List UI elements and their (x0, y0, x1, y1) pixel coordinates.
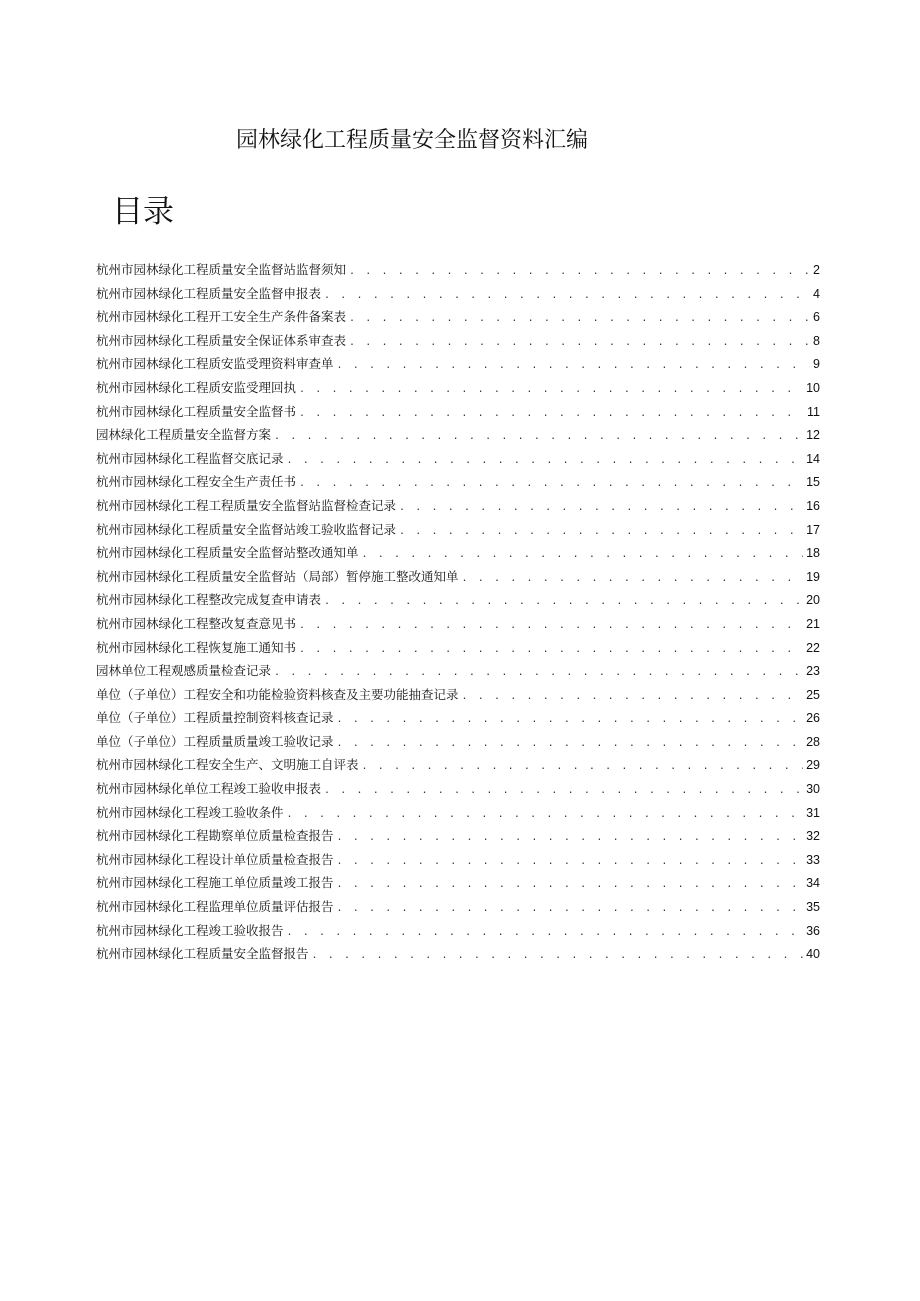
dot-leader (299, 638, 803, 660)
toc-entry-title: 杭州市园林绿化工程质量安全监督申报表 (96, 285, 322, 301)
toc-entry[interactable] (96, 801, 820, 825)
toc-entry-title: 杭州市园林绿化工程恢复施工通知书 (96, 639, 297, 655)
toc-entry[interactable] (96, 400, 820, 424)
dot-leader (287, 449, 804, 471)
dot-leader (337, 708, 804, 730)
toc-page-number: 20 (806, 593, 820, 608)
dot-leader (299, 614, 803, 636)
toc-entry[interactable] (96, 305, 820, 329)
toc-entry-title: 杭州市园林绿化工程开工安全生产条件备案表 (96, 309, 347, 325)
toc-entry-title: 杭州市园林绿化工程竣工验收条件 (96, 804, 284, 820)
toc-entry-title: 园林单位工程观感质量检查记录 (96, 663, 272, 679)
dot-leader (349, 307, 810, 329)
toc-entry-title: 杭州市园林绿化工程质量安全监督书 (96, 403, 297, 419)
toc-entry[interactable] (96, 518, 820, 542)
toc-page-number: 28 (806, 734, 820, 749)
toc-entry-title: 杭州市园林绿化工程监督交底记录 (96, 450, 284, 466)
toc-page-number: 15 (806, 475, 820, 490)
toc-page-number: 35 (806, 900, 820, 915)
toc-entry[interactable] (96, 706, 820, 730)
toc-entry[interactable] (96, 352, 820, 376)
toc-entry[interactable] (96, 423, 820, 447)
toc-entry-title: 杭州市园林绿化工程质量安全保证体系审查表 (96, 332, 347, 348)
toc-entry-title: 杭州市园林绿化工程监理单位质量评估报告 (96, 899, 334, 915)
toc-entry-title: 单位（子单位）工程安全和功能检验资料核查及主要功能抽查记录 (96, 686, 459, 702)
toc-entry-title: 单位（子单位）工程质量质量竣工验收记录 (96, 733, 334, 749)
dot-leader (337, 873, 804, 895)
toc-entry-title: 杭州市园林绿化工程质量安全监督站竣工验收监督记录 (96, 521, 397, 537)
dot-leader (337, 732, 804, 754)
toc-entry[interactable] (96, 282, 820, 306)
dot-leader (324, 590, 803, 612)
toc-page-number: 10 (806, 380, 820, 395)
dot-leader (337, 897, 804, 919)
document-title: 园林绿化工程质量安全监督资料汇编 (236, 128, 589, 153)
toc-entry[interactable] (96, 588, 820, 612)
toc-entry[interactable] (96, 565, 820, 589)
dot-leader (337, 354, 811, 376)
dot-leader (399, 496, 803, 518)
toc-page-number: 17 (806, 522, 820, 537)
toc-entry[interactable] (96, 541, 820, 565)
toc-entry[interactable] (96, 919, 820, 943)
dot-leader (349, 260, 810, 282)
toc-entry-title: 杭州市园林绿化工程设计单位质量检查报告 (96, 851, 334, 867)
dot-leader (362, 755, 804, 777)
dot-leader (462, 567, 804, 589)
toc-page-number: 14 (806, 451, 820, 466)
toc-entry[interactable] (96, 494, 820, 518)
toc-entry[interactable] (96, 376, 820, 400)
dot-leader (399, 520, 803, 542)
toc-page-number: 21 (806, 616, 820, 631)
toc-entry-title: 杭州市园林绿化工程施工单位质量竣工报告 (96, 875, 334, 891)
toc-entry-title: 单位（子单位）工程质量控制资料核查记录 (96, 710, 334, 726)
dot-leader (299, 402, 804, 424)
toc-entry-title: 杭州市园林绿化工程整改复查意见书 (96, 615, 297, 631)
dot-leader (274, 661, 803, 683)
toc-page-number: 11 (807, 404, 820, 419)
toc-entry[interactable] (96, 470, 820, 494)
dot-leader (362, 543, 804, 565)
toc-page-number: 36 (806, 923, 820, 938)
toc-page-number: 4 (813, 286, 820, 301)
toc-page-number: 33 (806, 852, 820, 867)
toc-page-number: 25 (806, 687, 820, 702)
dot-leader (324, 779, 803, 801)
toc-entry-title: 园林绿化工程质量安全监督方案 (96, 427, 272, 443)
toc-heading: 目录 (112, 194, 174, 230)
toc-entry-title: 杭州市园林绿化工程质量安全监督站（局部）暂停施工整改通知单 (96, 568, 459, 584)
toc-entry[interactable] (96, 824, 820, 848)
toc-entry-title: 杭州市园林绿化工程安全生产、文明施工自评表 (96, 757, 359, 773)
toc-entry[interactable] (96, 659, 820, 683)
toc-page-number: 22 (806, 640, 820, 655)
dot-leader (462, 685, 804, 707)
toc-page-number: 32 (806, 829, 820, 844)
toc-page-number: 30 (806, 782, 820, 797)
dot-leader (299, 472, 803, 494)
toc-entry[interactable] (96, 683, 820, 707)
dot-leader (312, 944, 804, 966)
toc-page-number: 40 (806, 947, 820, 962)
dot-leader (299, 378, 803, 400)
toc-entry-title: 杭州市园林绿化工程安全生产责任书 (96, 474, 297, 490)
toc-page-number: 9 (813, 357, 820, 372)
toc-entry[interactable] (96, 258, 820, 282)
toc-page-number: 34 (806, 876, 820, 891)
toc-entry-title: 杭州市园林绿化工程整改完成复查申请表 (96, 592, 322, 608)
toc-page-number: 23 (806, 664, 820, 679)
dot-leader (287, 803, 804, 825)
toc-entry[interactable] (96, 895, 820, 919)
toc-entry[interactable] (96, 636, 820, 660)
toc-page-number: 31 (806, 805, 820, 820)
dot-leader (337, 850, 804, 872)
dot-leader (324, 284, 810, 306)
toc-entry-title: 杭州市园林绿化工程勘察单位质量检查报告 (96, 828, 334, 844)
toc-page-number: 26 (806, 711, 820, 726)
toc-entry-title: 杭州市园林绿化工程质量安全监督报告 (96, 946, 309, 962)
toc-entry[interactable] (96, 329, 820, 353)
toc-entry-title: 杭州市园林绿化工程质安监受理资料审查单 (96, 356, 334, 372)
toc-entry-title: 杭州市园林绿化工程竣工验收报告 (96, 922, 284, 938)
toc-entry[interactable] (96, 612, 820, 636)
toc-page-number: 12 (806, 428, 820, 443)
dot-leader (274, 425, 803, 447)
toc-entry[interactable] (96, 871, 820, 895)
dot-leader (349, 331, 810, 353)
toc-entry-title: 杭州市园林绿化工程质安监受理回执 (96, 379, 297, 395)
toc-entry[interactable] (96, 753, 820, 777)
toc-entry[interactable] (96, 730, 820, 754)
toc-entry[interactable] (96, 447, 820, 471)
toc-page-number: 18 (806, 546, 820, 561)
toc-entry[interactable] (96, 942, 820, 966)
dot-leader (287, 921, 804, 943)
toc-entry[interactable] (96, 848, 820, 872)
toc-entry-title: 杭州市园林绿化工程质量安全监督站整改通知单 (96, 545, 359, 561)
toc-entry-title: 杭州市园林绿化单位工程竣工验收申报表 (96, 781, 322, 797)
toc-page-number: 16 (806, 498, 820, 513)
toc-page-number: 19 (806, 569, 820, 584)
toc-entry[interactable] (96, 777, 820, 801)
toc-page-number: 8 (813, 333, 820, 348)
dot-leader (337, 826, 804, 848)
toc-page-number: 6 (813, 310, 820, 325)
toc-entry-title: 杭州市园林绿化工程工程质量安全监督站监督检查记录 (96, 497, 397, 513)
toc-page-number: 2 (813, 263, 820, 277)
toc-page-number: 29 (806, 758, 820, 773)
toc-entry-title: 杭州市园林绿化工程质量安全监督站监督须知 (96, 262, 347, 277)
table-of-contents (96, 258, 820, 966)
